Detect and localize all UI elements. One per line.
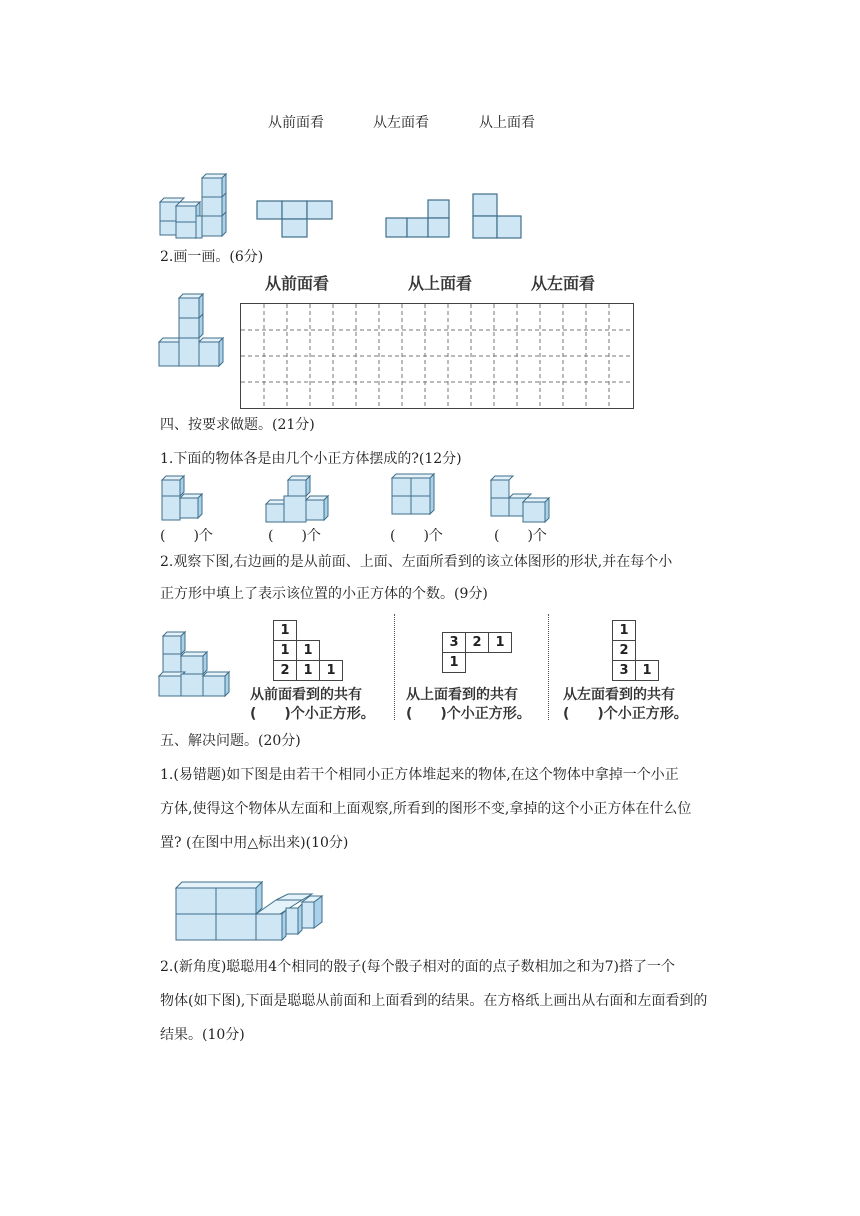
count-answer-4[interactable]: ( )个: [494, 528, 547, 544]
cube-figure-q2: [157, 630, 237, 698]
front-view-shape: [256, 200, 336, 240]
count-figure-3: [390, 472, 440, 518]
q3-2-title: 2.画一画。(6分): [160, 249, 264, 265]
top-view-count-grid: [442, 632, 512, 673]
count-answer-3[interactable]: ( )个: [390, 528, 443, 544]
drawing-grid[interactable]: [240, 303, 634, 409]
top-cell: 3: [443, 633, 466, 653]
section4-title: 四、按要求做题。(21分): [160, 417, 315, 433]
count-figure-2: [264, 472, 338, 524]
front-view-count-grid: [273, 620, 343, 681]
view-label-top: 从上面看: [479, 115, 535, 131]
front-cell: 1: [320, 661, 343, 681]
grid-label-left: 从左面看: [531, 274, 596, 293]
front-caption-2[interactable]: ( )个小正方形。: [250, 706, 375, 722]
drawing-grid-lines: [241, 304, 633, 408]
section5-q2-line2: 物体(如下图),下面是聪聪从前面和上面看到的结果。在方格纸上画出从右面和左面看到的: [160, 993, 708, 1009]
front-cell: 2: [274, 661, 297, 681]
view-label-front: 从前面看: [268, 115, 324, 131]
top-caption-1: 从上面看到的共有: [406, 687, 518, 703]
divider: [548, 614, 549, 720]
top-caption-2[interactable]: ( )个小正方形。: [406, 706, 531, 722]
top-cell: 1: [489, 633, 512, 653]
cube-figure-top: [158, 172, 230, 240]
left-cell: 1: [613, 621, 636, 641]
left-cell: 2: [613, 641, 636, 661]
left-caption-1: 从左面看到的共有: [563, 687, 675, 703]
left-cell: 3: [613, 661, 636, 681]
view-label-left: 从左面看: [373, 115, 429, 131]
grid-label-top: 从上面看: [408, 274, 473, 293]
grid-label-front: 从前面看: [265, 274, 330, 293]
left-caption-2[interactable]: ( )个小正方形。: [563, 706, 688, 722]
section5-title: 五、解决问题。(20分): [160, 733, 301, 749]
section4-q2-line1: 2.观察下图,右边画的是从前面、上面、左面所看到的该立体图形的形状,并在每个小: [160, 554, 673, 570]
front-caption-1: 从前面看到的共有: [250, 687, 362, 703]
section5-q1-line1: 1.(易错题)如下图是由若干个相同小正方体堆起来的物体,在这个物体中拿掉一个小正: [160, 767, 679, 783]
count-figure-1: [158, 472, 210, 524]
front-cell: 1: [274, 621, 297, 641]
front-cell: 1: [274, 641, 297, 661]
section5-q1-line3: 置? (在图中用△标出来)(10分): [160, 835, 349, 851]
section4-q1-title: 1.下面的物体各是由几个小正方体摆成的?(12分): [160, 451, 462, 467]
left-cell: 1: [636, 661, 659, 681]
count-figure-4: [489, 472, 555, 526]
count-answer-1[interactable]: ( )个: [160, 528, 213, 544]
front-cell: 1: [297, 661, 320, 681]
section5-q2-line3: 结果。(10分): [160, 1027, 245, 1043]
count-answer-2[interactable]: ( )个: [268, 528, 321, 544]
cube-figure-draw: [157, 292, 229, 370]
section4-q2-line2: 正方形中填上了表示该位置的小正方体的个数。(9分): [160, 586, 488, 602]
top-cell: 1: [443, 653, 466, 673]
section5-q2-line1: 2.(新角度)聪聪用4个相同的骰子(每个骰子相对的面的点子数相加之和为7)搭了一个: [160, 959, 676, 975]
top-view-shape: [472, 193, 524, 241]
section5-q1-line2: 方体,使得这个物体从左面和上面观察,所看到的图形不变,拿掉的这个小正方体在什么位: [160, 801, 692, 817]
left-view-shape: [385, 198, 455, 240]
divider: [394, 614, 395, 720]
left-view-count-grid: [612, 620, 659, 681]
front-cell: 1: [297, 641, 320, 661]
top-cell: 2: [466, 633, 489, 653]
cube-figure-remove[interactable]: [172, 880, 330, 942]
